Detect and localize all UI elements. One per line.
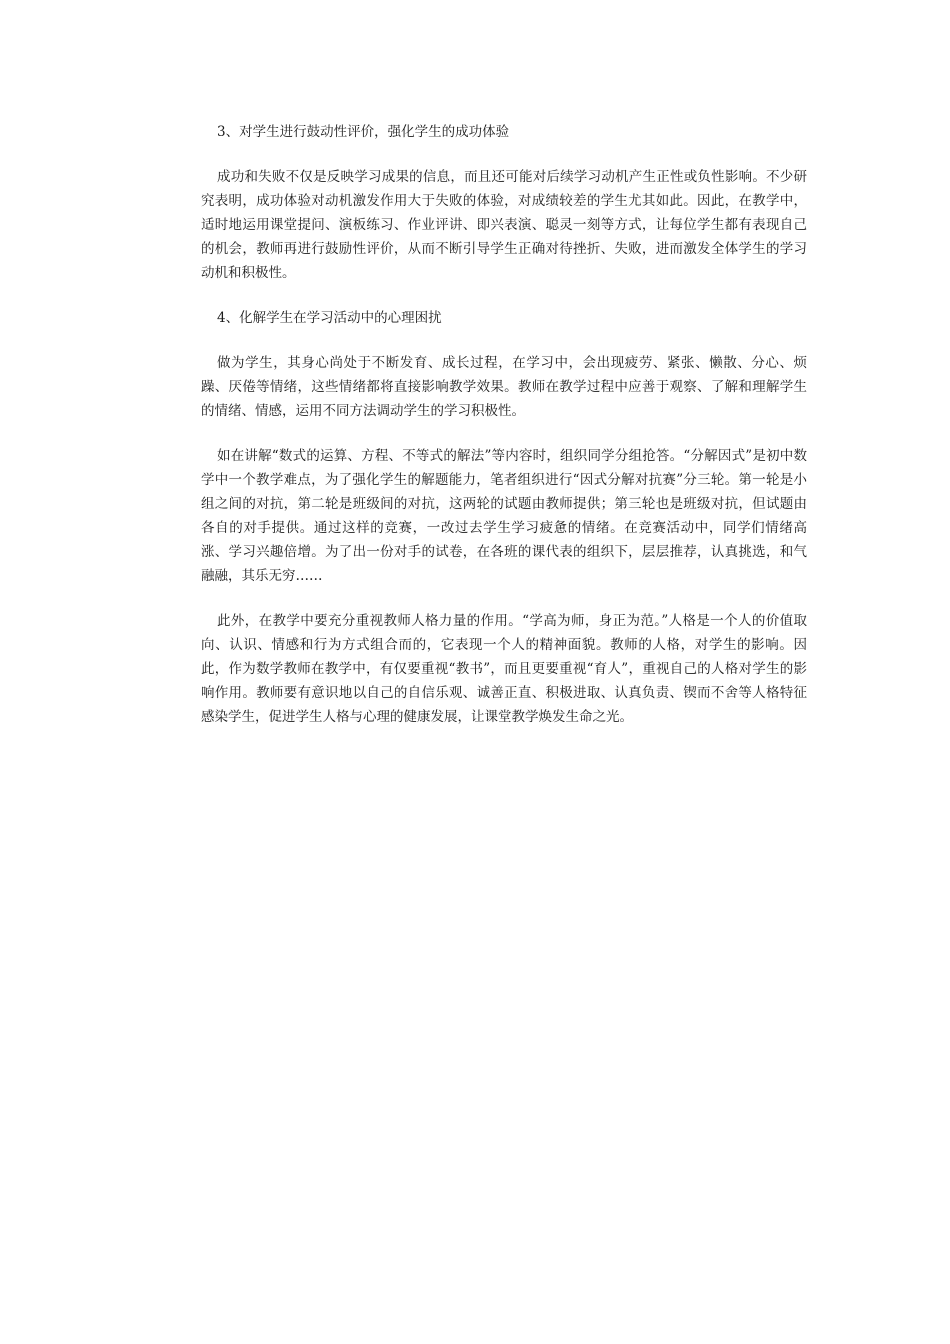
section-4-paragraph-3: 此外，在教学中要充分重视教师人格力量的作用。“学高为师，身正为范。”人格是一个人的价值取向、认识、情感和行为方式组合而的，它表现一个人的精神面貌。教师的人格，对学生的影响。因此，作为数学教师在教学中，有仅要重视“教书”，而且更要重视“育人”，重视自己的人格对学生的影响作用。教师要有意识地以自己的自信乐观、诚善正直、积极进取、认真负责、锲而不舍等人格特征感染学生，促进学生人格与心理的健康发展，让课堂教学焕发生命之光。 xyxy=(201,613,807,725)
document-body xyxy=(201,120,807,750)
section-4-heading: 4、化解学生在学习活动中的心理困扰 xyxy=(217,310,442,326)
section-3-paragraph: 成功和失败不仅是反映学习成果的信息，而且还可能对后续学习动机产生正性或负性影响。不少研究表明，成功体验对动机激发作用大于失败的体验，对成绩较差的学生尤其如此。因此，在教学中，适时地运用课堂提问、演板练习、作业评讲、即兴表演、聪灵一刻等方式，让每位学生都有表现自己的机会，教师再进行鼓励性评价，从而不断引导学生正确对待挫折、失败，进而激发全体学生的学习动机和积极性。 xyxy=(201,169,807,281)
section-4-paragraph-2: 如在讲解“数式的运算、方程、不等式的解法”等内容时，组织同学分组抢答。“分解因式”是初中数学中一个教学难点，为了强化学生的解题能力，笔者组织进行“因式分解对抗赛”分三轮。第一轮是小组之间的对抗，第二轮是班级间的对抗，这两轮的试题由教师提供；第三轮也是班级对抗，但试题由各自的对手提供。通过这样的竞赛，一改过去学生学习疲惫的情绪。在竞赛活动中，同学们情绪高涨、学习兴趣倍增。为了出一份对手的试卷，在各班的课代表的组织下，层层推荐，认真挑选，和气融融，其乐无穷…… xyxy=(201,448,807,584)
section-4-paragraph-1: 做为学生，其身心尚处于不断发育、成长过程，在学习中，会出现疲劳、紧张、懒散、分心、烦躁、厌倦等情绪，这些情绪都将直接影响教学效果。教师在教学过程中应善于观察、了解和理解学生的情绪、情感，运用不同方法调动学生的学习积极性。 xyxy=(201,355,807,419)
section-3-heading: 3、对学生进行鼓动性评价，强化学生的成功体验 xyxy=(217,124,510,140)
